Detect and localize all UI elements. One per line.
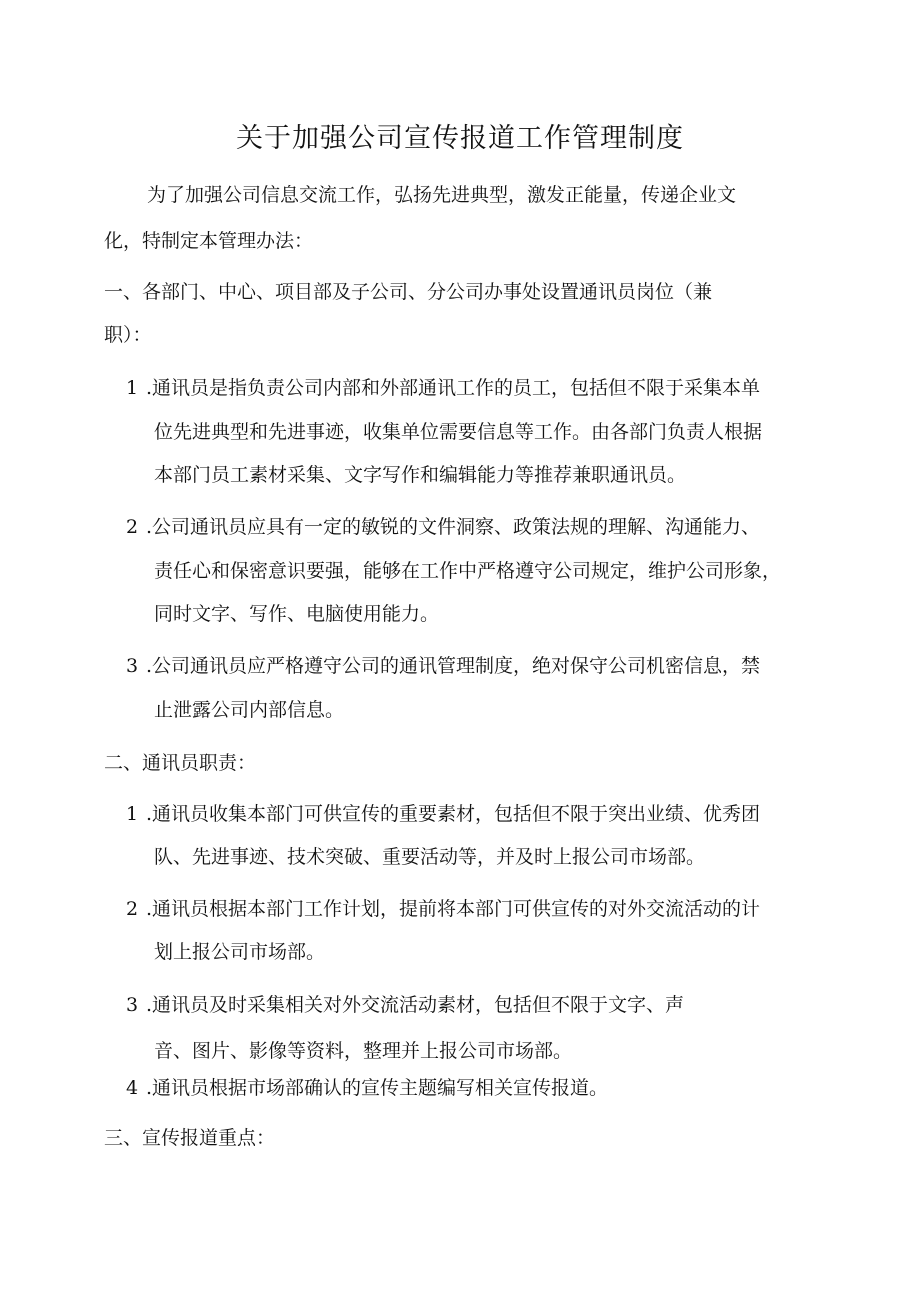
- section2-item3-line-1: .通讯员及时采集相关对外交流活动素材，包括但不限于文字、声: [146, 994, 685, 1016]
- section1-item3-line-1: .公司通讯员应严格遵守公司的通讯管理制度，绝对保守公司机密信息，禁: [146, 655, 761, 677]
- section2-item3-line-2: 音、图片、影像等资料，整理并上报公司市场部。: [154, 1040, 573, 1062]
- document-title: 关于加强公司宣传报道工作管理制度: [236, 123, 684, 154]
- section1-item2-number: 2: [126, 516, 139, 538]
- section1-item1-line-1: .通讯员是指负责公司内部和外部通讯工作的员工，包括但不限于采集本单: [146, 377, 761, 399]
- section2-item2-number: 2: [126, 898, 139, 920]
- section2-heading: 二、通讯员职责：: [104, 752, 257, 774]
- intro-line-2: 化，特制定本管理办法：: [104, 230, 314, 252]
- section2-item4-number: 4: [126, 1077, 139, 1099]
- section1-item3-number: 3: [126, 655, 139, 677]
- section3-heading: 三、宣传报道重点：: [104, 1127, 276, 1149]
- section1-item1-number: 1: [126, 377, 139, 399]
- section2-item4-line-1: .通讯员根据市场部确认的宣传主题编写相关宣传报道。: [146, 1077, 609, 1099]
- section2-item2-line-1: .通讯员根据本部门工作计划，提前将本部门可供宣传的对外交流活动的计: [146, 898, 761, 920]
- section1-item2-line-1: .公司通讯员应具有一定的敏锐的文件洞察、政策法规的理解、沟通能力、: [146, 516, 761, 538]
- section2-item3-number: 3: [126, 994, 139, 1016]
- section1-item1-line-3: 本部门员工素材采集、文字写作和编辑能力等推荐兼职通讯员。: [154, 464, 687, 486]
- section1-item2-line-2: 责任心和保密意识要强，能够在工作中严格遵守公司规定，维护公司形象，: [154, 560, 782, 582]
- section1-item2-line-3: 同时文字、写作、电脑使用能力。: [154, 603, 440, 625]
- section1-item1-line-2: 位先进典型和先进事迹，收集单位需要信息等工作。由各部门负责人根据: [154, 421, 763, 443]
- intro-line-1: 为了加强公司信息交流工作，弘扬先进典型，激发正能量，传递企业文: [147, 184, 737, 206]
- section1-item3-line-2: 止泄露公司内部信息。: [154, 699, 345, 721]
- section1-heading-line-2: 职）：: [104, 324, 152, 346]
- section1-heading-line-1: 一、各部门、中心、项目部及子公司、分公司办事处设置通讯员岗位（兼: [104, 281, 713, 303]
- section2-item1-line-1: .通讯员收集本部门可供宣传的重要素材，包括但不限于突出业绩、优秀团: [146, 803, 761, 825]
- section2-item1-number: 1: [126, 803, 139, 825]
- section2-item2-line-2: 划上报公司市场部。: [154, 941, 326, 963]
- section2-item1-line-2: 队、先进事迹、技术突破、重要活动等，并及时上报公司市场部。: [154, 846, 706, 868]
